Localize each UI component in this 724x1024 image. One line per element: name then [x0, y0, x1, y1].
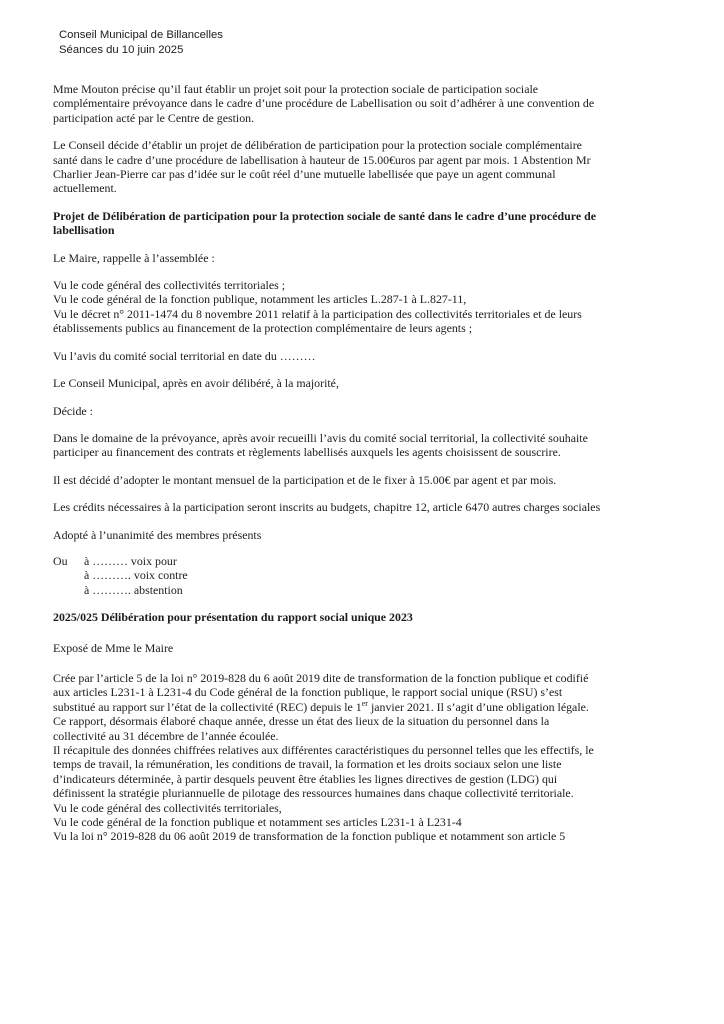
paragraph-rsu: Crée par l’article 5 de la loi n° 2019-828 du 6 août 2019 dite de transformation de la fonction publique et codifié aux articles L231-1 à L231-4 du Code général de la fonction publique, le rapport social unique (RSU) s’est substitué au rapport sur l’état de la collectivité (REC) depuis le 1er janvier 2021. Il s’agit d’une obligation légale. Ce rapport, désormais élaboré chaque année, dresse un état des lieux de la situation du personnel dans la collectivité au 31 décembre de l’année écoulée. Il récapitule des données chiffrées relatives aux différentes caractéristiques du personnel telles que les effectifs, le temps de travail, la rémunération, les conditions de travail, la formation et les droits sociaux selon une liste d’indicateurs déterminée, à partir desquels peuvent être établies les lignes directives de gestion (LDG) qui définissent la stratégie pluriannuelle de pilotage des ressources humaines dans chaque collectivité territoriale. Vu le code général des collectivités territoriales, Vu le code général de la fonction publique et notamment ses articles L231-1 à L231-4 Vu la loi n° 2019-828 du 06 août 2019 de transformation de la fonction publique et notamment son article 5 — [53, 670, 594, 844]
paragraph-adopte: Adopté à l’unanimité des membres présents — [53, 527, 262, 542]
paragraph-credits: Les crédits nécessaires à la participation seront inscrits au budgets, chapitre 12, article 6470 autres charges sociales — [53, 500, 601, 515]
paragraph-vu-avis: Vu l’avis du comité social territorial en date du ……… — [53, 348, 316, 363]
list-item: Vu le code général des collectivités territoriales ; — [53, 278, 286, 293]
paragraph-maire-rappelle: Le Maire, rappelle à l’assemblée : — [53, 250, 215, 265]
paragraph-conseil-delibere: Le Conseil Municipal, après en avoir délibéré, à la majorité, — [53, 376, 339, 391]
list-vu — [53, 278, 674, 336]
document-header — [59, 28, 674, 58]
list-item: Vu le décret n° 2011-1474 du 8 novembre 2011 relatif à la participation des collectivités territoriales et de leurs — [53, 306, 582, 321]
paragraph-conseil-decide: Le Conseil décide d’établir un projet de délibération de participation pour la protection sociale complémentaire santé dans le cadre d’une procédure de labellisation à hauteur de 15.00€uros par agent par mois. 1 Abstention Mr Charlier Jean-Pierre car pas d’idée sur le coût réel d’une mutuelle labellisée que paye un agent communal actuellement. — [53, 138, 591, 196]
vote-abstention: à ………. abstention — [84, 582, 183, 597]
document-body — [53, 82, 674, 844]
paragraph-decide: Décide : — [53, 403, 93, 418]
header-session-date: Séances du 10 juin 2025 — [59, 44, 184, 56]
paragraph-mouton: Mme Mouton précise qu’il faut établir un projet soit pour la protection sociale de participation sociale complémentaire prévoyance dans le cadre d’une procédure de Labellisation ou soit d’adhérer à une convention de participation acté par le Centre de gestion. — [53, 82, 595, 125]
header-council-name: Conseil Municipal de Billancelles — [59, 29, 223, 41]
list-item: établissements publics au financement de la protection complémentaire de leurs agents ; — [53, 321, 472, 336]
vote-contre: à ………. voix contre — [84, 568, 188, 583]
vote-ou-label: Ou — [53, 553, 68, 568]
paragraph-expose: Exposé de Mme le Maire — [53, 640, 174, 655]
paragraph-montant: Il est décidé d’adopter le montant mensuel de la participation et de le fixer à 15.00€ par agent et par mois. — [53, 472, 557, 487]
vote-pour: à ……… voix pour — [84, 553, 177, 568]
heading-rapport-social-unique: 2025/025 Délibération pour présentation du rapport social unique 2023 — [53, 610, 413, 625]
paragraph-prevoyance: Dans le domaine de la prévoyance, après avoir recueilli l’avis du comité social territorial, la collectivité souhaite participer au financement des contrats et règlements labellisés auxquels les agents choisissent de souscrire. — [53, 430, 588, 460]
list-item: Vu le code général de la fonction publique, notamment les articles L.287-1 à L.827-11, — [53, 292, 467, 307]
vote-block — [53, 554, 674, 597]
heading-projet-deliberation: Projet de Délibération de participation pour la protection sociale de santé dans le cadre d’une procédure de labellisation — [53, 208, 596, 238]
